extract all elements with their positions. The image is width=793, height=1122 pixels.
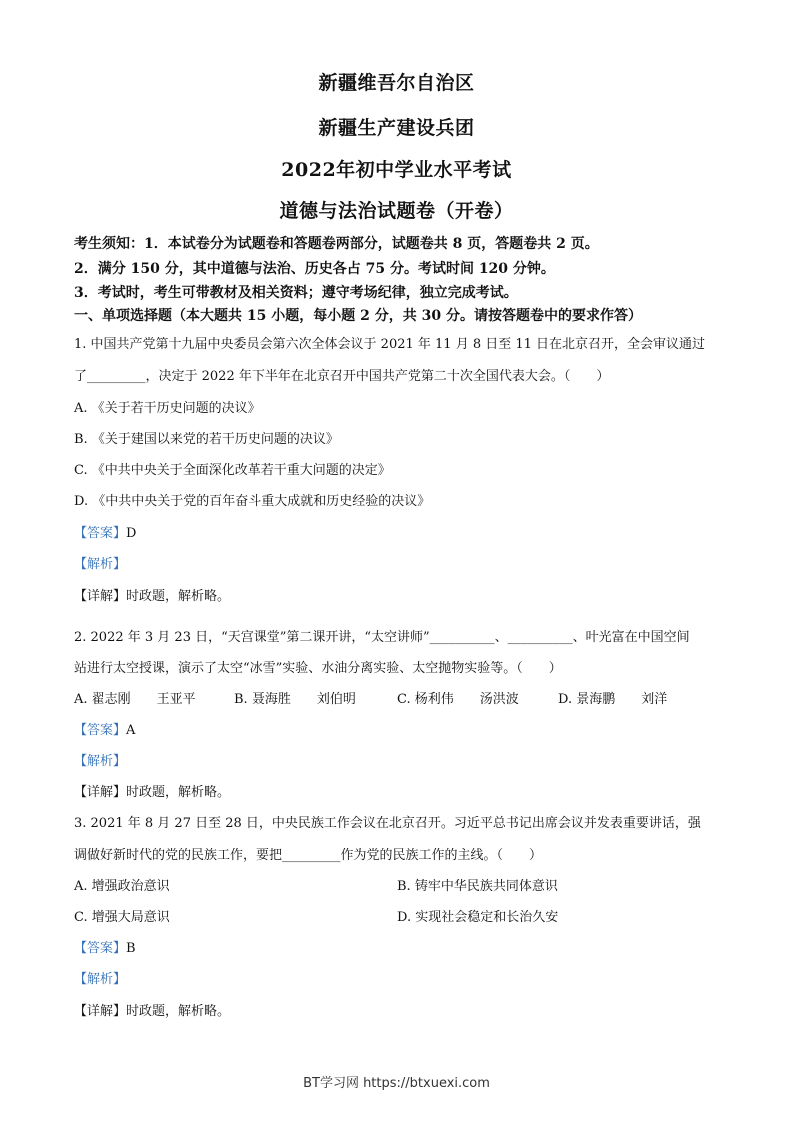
question-1-answer bbox=[74, 522, 136, 541]
answer-tag: 【答案】 bbox=[74, 526, 127, 541]
title-corps: 新疆生产建设兵团 bbox=[318, 117, 475, 139]
question-2-detail: 【详解】时政题，解析略。 bbox=[74, 785, 231, 800]
answer-value: B bbox=[126, 941, 136, 956]
section-heading: 一、单项选择题（本大题共 15 小题，每小题 2 分，共 30 分。请按答题卷中的要求作答） bbox=[74, 308, 642, 324]
question-2-line-2: 站进行太空授课，演示了太空“冰雪”实验、水油分离实验、太空抛物实验等。（ ） bbox=[74, 661, 562, 676]
question-1-option-c: C. 《中共中央关于全面深化改革若干重大问题的决定》 bbox=[74, 463, 391, 478]
question-3-option-a: A. 增强政治意识 bbox=[74, 879, 170, 894]
question-2-line-1: 2. 2022 年 3 月 23 日，“天宫课堂”第二课开讲，“太空讲师”__________、__________、叶光富在中国空间 bbox=[74, 630, 690, 645]
answer-value: D bbox=[126, 526, 137, 541]
question-2-analysis-tag: 【解析】 bbox=[74, 754, 127, 769]
question-2-answer bbox=[74, 719, 135, 738]
question-1-line-2: 了_________，决定于 2022 年下半年在北京召开中国共产党第二十次全国代表大会。（ ） bbox=[74, 369, 610, 384]
answer-value: A bbox=[126, 723, 136, 738]
notice-line-1: 考生须知：1．本试卷分为试题卷和答题卷两部分，试题卷共 8 页，答题卷共 2 页。 bbox=[74, 236, 599, 252]
notice-line-3: 3．考试时，考生可带教材及相关资料；遵守考场纪律，独立完成考试。 bbox=[74, 285, 518, 301]
question-2-option-a: A. 翟志刚 王亚平 bbox=[74, 692, 196, 707]
question-3-answer bbox=[74, 937, 136, 956]
question-3-option-b: B. 铸牢中华民族共同体意识 bbox=[397, 879, 558, 894]
question-3-option-c: C. 增强大局意识 bbox=[74, 910, 170, 925]
question-1-analysis-tag: 【解析】 bbox=[74, 557, 127, 572]
question-2-option-b: B. 聂海胜 刘伯明 bbox=[234, 692, 356, 707]
question-1-line-1: 1. 中国共产党第十九届中央委员会第六次全体会议于 2021 年 11 月 8 日至 11 日在北京召开，全会审议通过 bbox=[74, 337, 706, 352]
question-3-line-1: 3. 2021 年 8 月 27 日至 28 日，中央民族工作会议在北京召开。习近平总书记出席会议并发表重要讲话，强 bbox=[74, 816, 701, 831]
question-1-option-a: A. 《关于若干历史问题的决议》 bbox=[74, 401, 261, 416]
question-2-option-c: C. 杨利伟 汤洪波 bbox=[397, 692, 519, 707]
title-region: 新疆维吾尔自治区 bbox=[318, 72, 475, 94]
question-3-line-2: 调做好新时代的党的民族工作，要把_________作为党的民族工作的主线。（ ） bbox=[74, 848, 543, 863]
answer-tag: 【答案】 bbox=[74, 941, 127, 956]
question-1-option-d: D. 《中共中央关于党的百年奋斗重大成就和历史经验的决议》 bbox=[74, 494, 431, 509]
question-1-detail: 【详解】时政题，解析略。 bbox=[74, 589, 231, 604]
question-3-option-d: D. 实现社会稳定和长治久安 bbox=[397, 910, 559, 925]
question-3-detail: 【详解】时政题，解析略。 bbox=[74, 1004, 231, 1019]
footer-watermark: BT学习网 https://btxuexi.com bbox=[303, 1076, 490, 1091]
notice-line-2: 2．满分 150 分，其中道德与法治、历史各占 75 分。考试时间 120 分钟。 bbox=[74, 261, 555, 277]
question-3-analysis-tag: 【解析】 bbox=[74, 972, 127, 987]
question-1-option-b: B. 《关于建国以来党的若干历史问题的决议》 bbox=[74, 432, 339, 447]
question-2-option-d: D. 景海鹏 刘洋 bbox=[558, 692, 668, 707]
title-subject: 道德与法治试题卷（开卷） bbox=[279, 200, 514, 222]
title-exam: 2022年初中学业水平考试 bbox=[281, 159, 512, 181]
answer-tag: 【答案】 bbox=[74, 723, 127, 738]
